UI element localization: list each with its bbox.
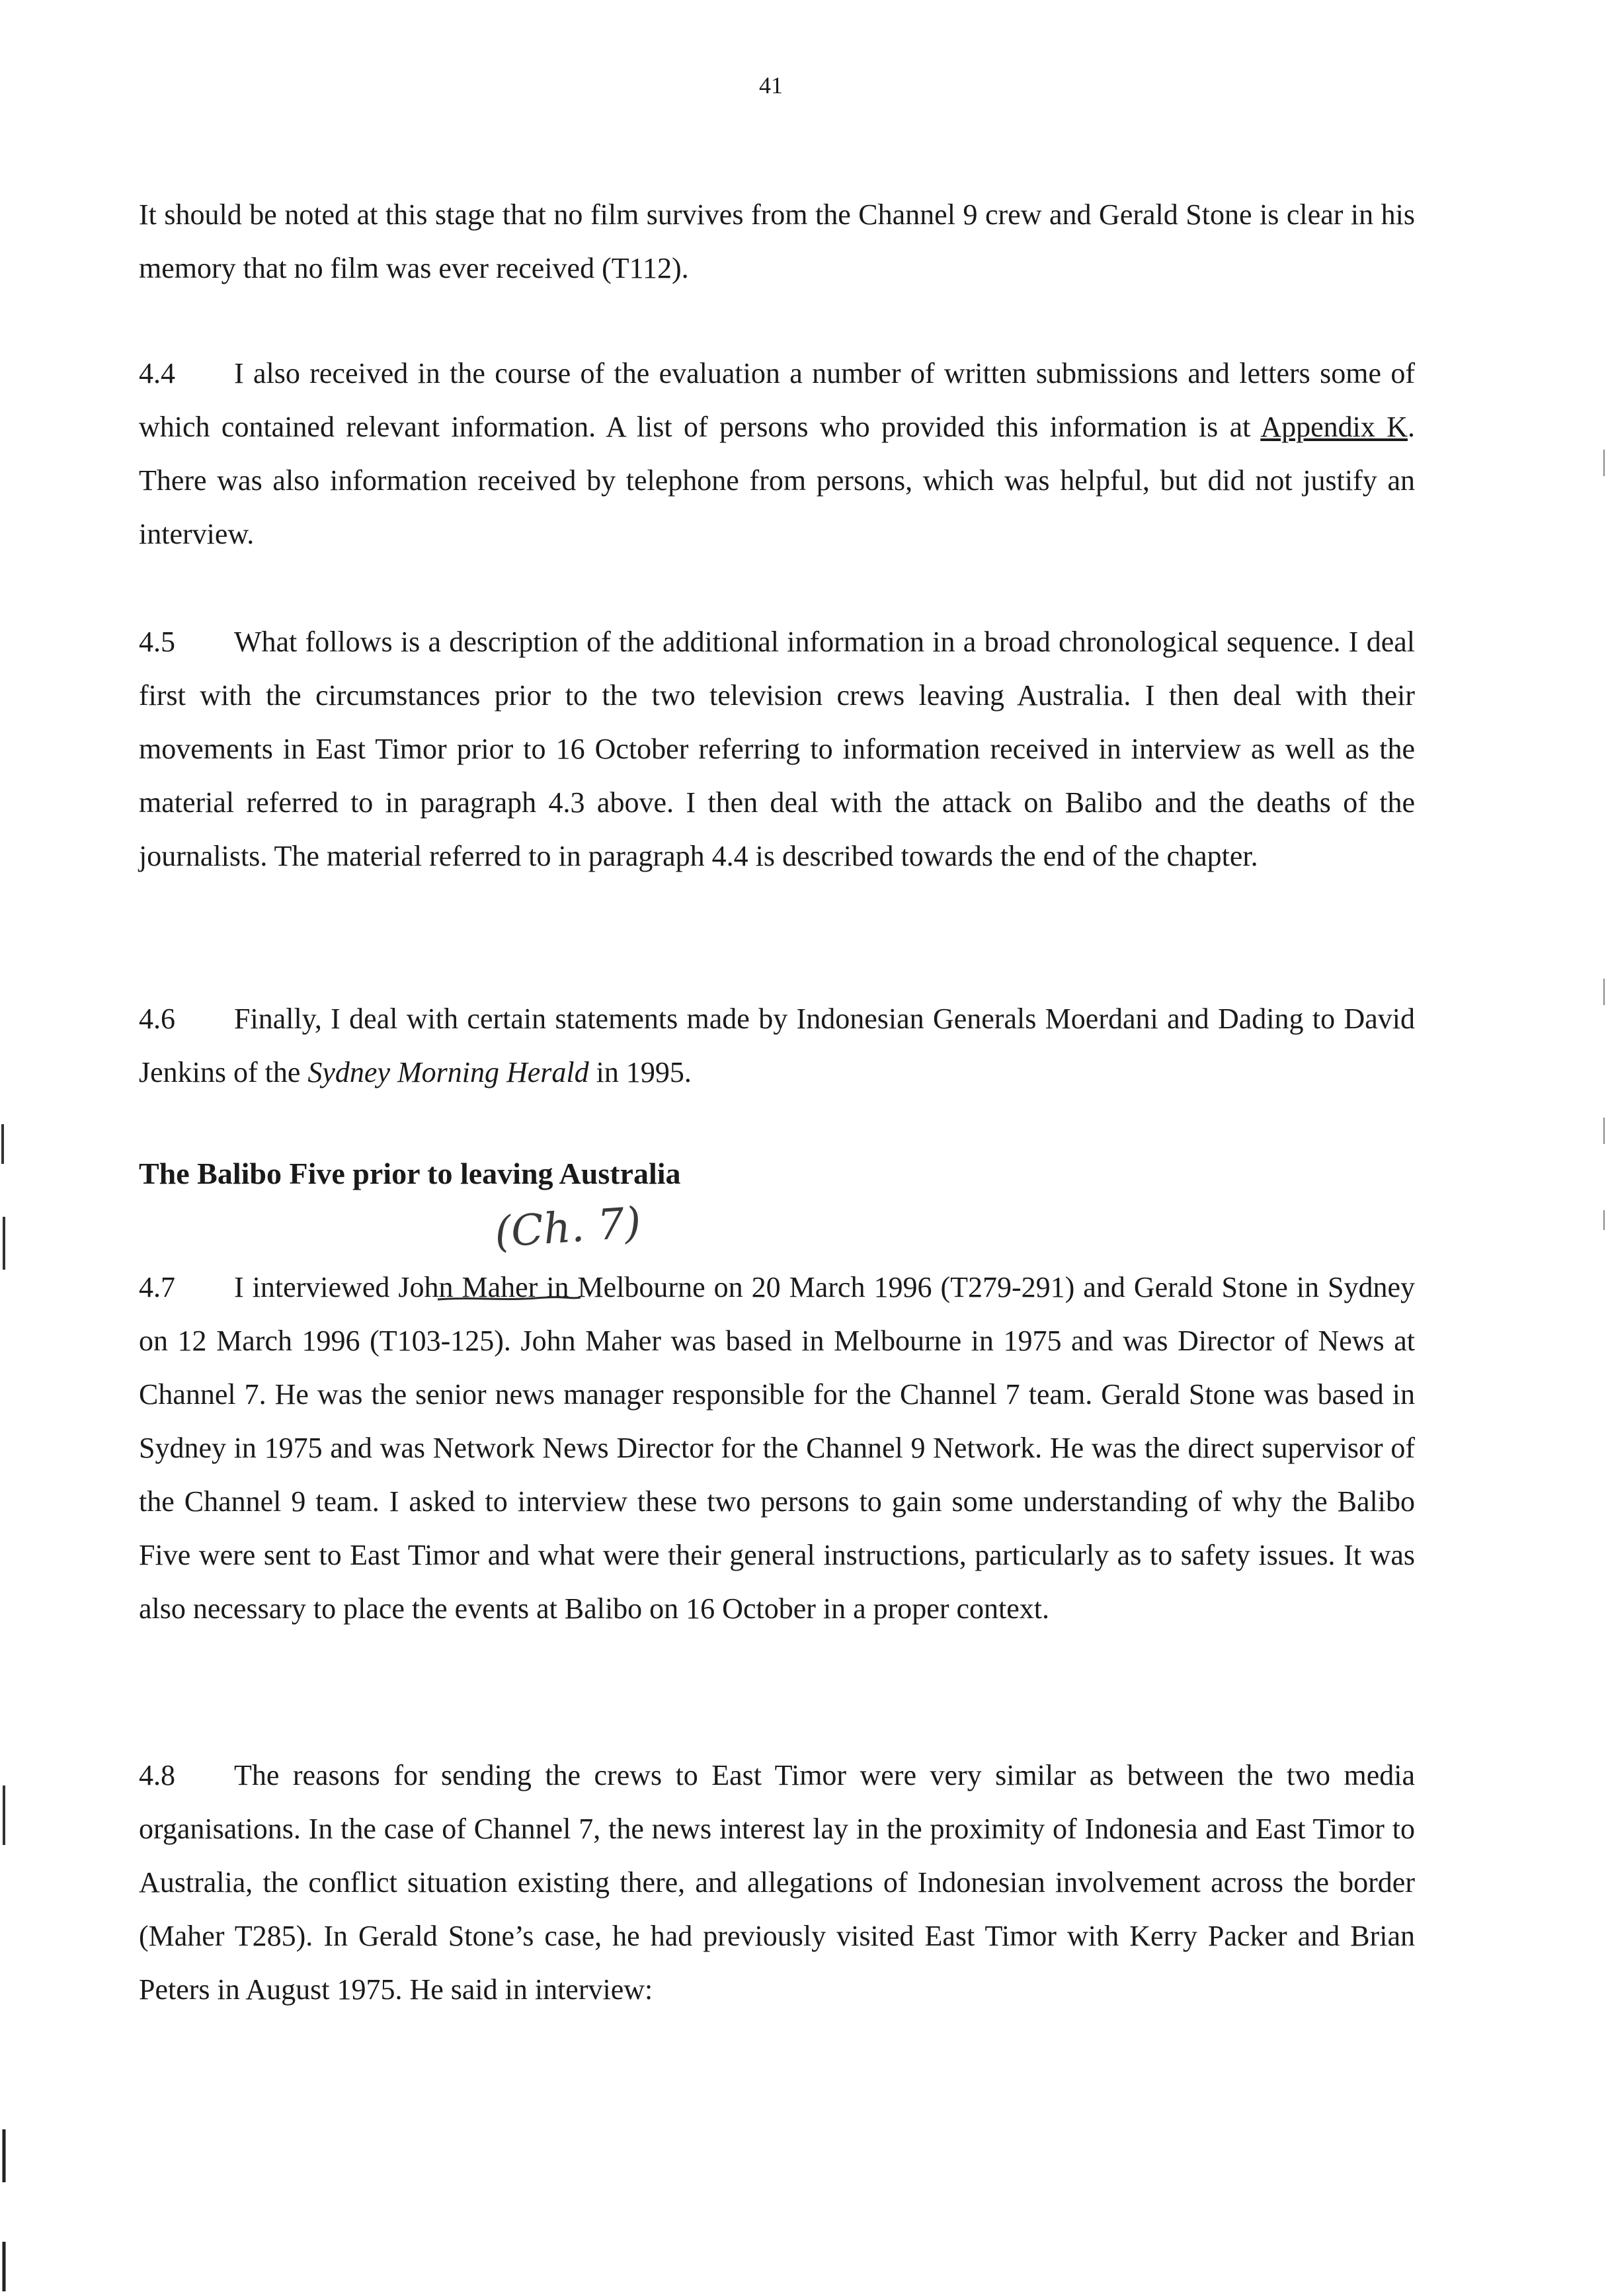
paragraph-4-6: [139, 992, 1415, 1099]
paragraph-number: 4.6: [139, 1003, 175, 1035]
paragraph-text: I also received in the course of the evaluation a number of written submissions and letters some of which contained relevant information. A list of persons who provided this information is at: [139, 357, 1415, 443]
paragraph-text: I interviewed: [234, 1271, 399, 1303]
paragraph-4-8: [139, 1748, 1415, 2016]
paragraph-text: in 1995.: [588, 1056, 692, 1088]
page-number: 41: [759, 72, 783, 99]
paragraph-4-5: [139, 615, 1415, 883]
pen-underline-mark: [436, 1294, 582, 1303]
person-name: John Maher: [398, 1271, 538, 1303]
paragraph-text: The reasons for sending the crews to East Timor were very similar as between the two media organisations. In the case of Channel 7, the news interest lay in the proximity of Indonesia and East Timor to Australia, the conflict situation existing there, and allegations of Indonesian involvement across the border (Maher T285). In Gerald Stone’s case, he had previously visited East Timor with Kerry Packer and Brian Peters in August 1975. He said in interview:: [139, 1759, 1415, 2006]
newspaper-title: Sydney Morning Herald: [307, 1056, 589, 1088]
appendix-k-reference: Appendix K: [1260, 411, 1408, 443]
section-heading: The Balibo Five prior to leaving Australia: [139, 1157, 681, 1190]
paragraph-number: 4.7: [139, 1271, 175, 1303]
paragraph-number: 4.5: [139, 626, 175, 658]
paragraph-text: Finally, I deal with certain statements made by Indonesian Generals Moerdani and Dading to David Jenkins of the: [139, 1003, 1415, 1088]
paragraph-intro: It should be noted at this stage that no film survives from the Channel 9 crew and Gerald Stone is clear in his memory that no film was ever received (T112).: [139, 198, 1415, 284]
paragraph-4-4: [139, 347, 1415, 561]
paragraph-text: What follows is a description of the additional information in a broad chronological sequence. I deal first with the circumstances prior to the two television crews leaving Australia. I then deal with their movements in East Timor prior to 16 October referring to information received in interview as well as the material referred to in paragraph 4.3 above. I then deal with the attack on Balibo and the deaths of the journalists. The material referred to in paragraph 4.4 is described towards the end of the chapter.: [139, 626, 1415, 872]
paragraph-text: . There was also information received by telephone from persons, which was helpful, but did not justify an interview.: [139, 411, 1415, 550]
paragraph-number: 4.4: [139, 357, 175, 390]
paragraph-text: in Melbourne on 20 March 1996 (T279-291) and Gerald Stone in Sydney on 12 March 1996 (T103-125). John Maher was based in Melbourne in 1975 and was Director of News at Channel 7. He was the senior news manager responsible for the Channel 7 team. Gerald Stone was based in Sydney in 1975 and was Network News Director for the Channel 9 Network. He was the direct supervisor of the Channel 9 team. I asked to interview these two persons to gain some understanding of why the Balibo Five were sent to East Timor and what were their general instructions, particularly as to safety issues. It was also necessary to place the events at Balibo on 16 October in a proper context.: [139, 1271, 1416, 1625]
paragraph-4-7: [139, 1260, 1415, 1635]
paragraph-number: 4.8: [139, 1759, 175, 1791]
handwritten-annotation: (Ch. 7): [493, 1198, 643, 1258]
